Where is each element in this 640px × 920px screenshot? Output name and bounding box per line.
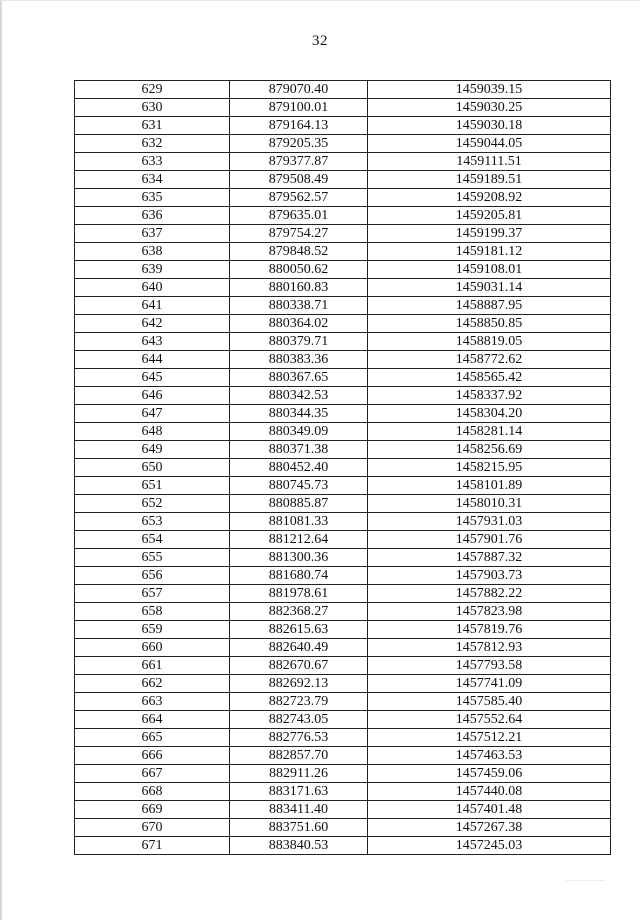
table-row	[75, 549, 611, 567]
table-row	[75, 297, 611, 315]
y-coordinate-cell: 1459030.18	[368, 117, 611, 135]
y-coordinate-cell: 1457267.38	[368, 819, 611, 837]
table-row	[75, 513, 611, 531]
x-coordinate-cell: 880452.40	[230, 459, 368, 477]
x-coordinate-cell: 883171.63	[230, 783, 368, 801]
x-coordinate-cell: 880367.65	[230, 369, 368, 387]
x-coordinate-cell: 883411.40	[230, 801, 368, 819]
point-number-cell: 645	[75, 369, 230, 387]
point-number-cell: 647	[75, 405, 230, 423]
x-coordinate-cell: 879070.40	[230, 81, 368, 99]
page-number: 32	[312, 33, 328, 49]
x-coordinate-cell: 881680.74	[230, 567, 368, 585]
point-number-cell: 653	[75, 513, 230, 531]
x-coordinate-cell: 879100.01	[230, 99, 368, 117]
table-row	[75, 765, 611, 783]
point-number-cell: 643	[75, 333, 230, 351]
y-coordinate-cell: 1457819.76	[368, 621, 611, 639]
y-coordinate-cell: 1457812.93	[368, 639, 611, 657]
y-coordinate-cell: 1457887.32	[368, 549, 611, 567]
x-coordinate-cell: 882670.67	[230, 657, 368, 675]
table-row	[75, 423, 611, 441]
point-number-cell: 638	[75, 243, 230, 261]
point-number-cell: 664	[75, 711, 230, 729]
table-row	[75, 279, 611, 297]
y-coordinate-cell: 1457901.76	[368, 531, 611, 549]
y-coordinate-cell: 1458304.20	[368, 405, 611, 423]
x-coordinate-cell: 882692.13	[230, 675, 368, 693]
point-number-cell: 637	[75, 225, 230, 243]
x-coordinate-cell: 881978.61	[230, 585, 368, 603]
x-coordinate-cell: 880349.09	[230, 423, 368, 441]
table-row	[75, 333, 611, 351]
point-number-cell: 662	[75, 675, 230, 693]
y-coordinate-cell: 1459044.05	[368, 135, 611, 153]
table-row	[75, 117, 611, 135]
y-coordinate-cell: 1458772.62	[368, 351, 611, 369]
table-row	[75, 531, 611, 549]
table-row	[75, 207, 611, 225]
point-number-cell: 654	[75, 531, 230, 549]
y-coordinate-cell: 1458010.31	[368, 495, 611, 513]
table-row	[75, 567, 611, 585]
y-coordinate-cell: 1459199.37	[368, 225, 611, 243]
y-coordinate-cell: 1457401.48	[368, 801, 611, 819]
y-coordinate-cell: 1457512.21	[368, 729, 611, 747]
y-coordinate-cell: 1459205.81	[368, 207, 611, 225]
y-coordinate-cell: 1457459.06	[368, 765, 611, 783]
x-coordinate-cell: 882911.26	[230, 765, 368, 783]
table-row	[75, 135, 611, 153]
x-coordinate-cell: 882640.49	[230, 639, 368, 657]
y-coordinate-cell: 1457903.73	[368, 567, 611, 585]
x-coordinate-cell: 880344.35	[230, 405, 368, 423]
y-coordinate-cell: 1458256.69	[368, 441, 611, 459]
y-coordinate-cell: 1457245.03	[368, 837, 611, 855]
point-number-cell: 642	[75, 315, 230, 333]
point-number-cell: 667	[75, 765, 230, 783]
x-coordinate-cell: 879848.52	[230, 243, 368, 261]
point-number-cell: 669	[75, 801, 230, 819]
y-coordinate-cell: 1457793.58	[368, 657, 611, 675]
y-coordinate-cell: 1457440.08	[368, 783, 611, 801]
scan-artifact	[565, 880, 605, 881]
table-row	[75, 459, 611, 477]
x-coordinate-cell: 882615.63	[230, 621, 368, 639]
y-coordinate-cell: 1457931.03	[368, 513, 611, 531]
point-number-cell: 639	[75, 261, 230, 279]
y-coordinate-cell: 1459208.92	[368, 189, 611, 207]
point-number-cell: 666	[75, 747, 230, 765]
x-coordinate-cell: 880371.38	[230, 441, 368, 459]
table-row	[75, 81, 611, 99]
page-top-edge	[0, 0, 640, 1]
table-row	[75, 369, 611, 387]
table-row	[75, 315, 611, 333]
coordinates-table-body	[75, 81, 611, 855]
x-coordinate-cell: 882857.70	[230, 747, 368, 765]
page-edge	[0, 0, 2, 920]
point-number-cell: 652	[75, 495, 230, 513]
x-coordinate-cell: 880379.71	[230, 333, 368, 351]
y-coordinate-cell: 1458215.95	[368, 459, 611, 477]
point-number-cell: 657	[75, 585, 230, 603]
x-coordinate-cell: 880364.02	[230, 315, 368, 333]
table-row	[75, 603, 611, 621]
x-coordinate-cell: 879635.01	[230, 207, 368, 225]
x-coordinate-cell: 880885.87	[230, 495, 368, 513]
table-row	[75, 441, 611, 459]
table-row	[75, 225, 611, 243]
coordinates-table	[74, 80, 611, 855]
x-coordinate-cell: 881300.36	[230, 549, 368, 567]
x-coordinate-cell: 879205.35	[230, 135, 368, 153]
x-coordinate-cell: 882723.79	[230, 693, 368, 711]
point-number-cell: 633	[75, 153, 230, 171]
y-coordinate-cell: 1459108.01	[368, 261, 611, 279]
y-coordinate-cell: 1457585.40	[368, 693, 611, 711]
point-number-cell: 629	[75, 81, 230, 99]
y-coordinate-cell: 1458337.92	[368, 387, 611, 405]
y-coordinate-cell: 1457882.22	[368, 585, 611, 603]
table-row	[75, 837, 611, 855]
point-number-cell: 646	[75, 387, 230, 405]
point-number-cell: 630	[75, 99, 230, 117]
y-coordinate-cell: 1459031.14	[368, 279, 611, 297]
table-row	[75, 261, 611, 279]
x-coordinate-cell: 880338.71	[230, 297, 368, 315]
table-row	[75, 657, 611, 675]
y-coordinate-cell: 1459039.15	[368, 81, 611, 99]
point-number-cell: 640	[75, 279, 230, 297]
point-number-cell: 668	[75, 783, 230, 801]
point-number-cell: 649	[75, 441, 230, 459]
table-row	[75, 171, 611, 189]
x-coordinate-cell: 882368.27	[230, 603, 368, 621]
point-number-cell: 671	[75, 837, 230, 855]
y-coordinate-cell: 1459189.51	[368, 171, 611, 189]
table-row	[75, 99, 611, 117]
point-number-cell: 670	[75, 819, 230, 837]
table-row	[75, 153, 611, 171]
y-coordinate-cell: 1458101.89	[368, 477, 611, 495]
table-row	[75, 243, 611, 261]
y-coordinate-cell: 1458565.42	[368, 369, 611, 387]
point-number-cell: 658	[75, 603, 230, 621]
y-coordinate-cell: 1457741.09	[368, 675, 611, 693]
x-coordinate-cell: 881081.33	[230, 513, 368, 531]
y-coordinate-cell: 1458281.14	[368, 423, 611, 441]
point-number-cell: 650	[75, 459, 230, 477]
x-coordinate-cell: 880160.83	[230, 279, 368, 297]
x-coordinate-cell: 881212.64	[230, 531, 368, 549]
point-number-cell: 635	[75, 189, 230, 207]
x-coordinate-cell: 879754.27	[230, 225, 368, 243]
y-coordinate-cell: 1457552.64	[368, 711, 611, 729]
y-coordinate-cell: 1458819.05	[368, 333, 611, 351]
table-row	[75, 639, 611, 657]
point-number-cell: 660	[75, 639, 230, 657]
table-row	[75, 783, 611, 801]
point-number-cell: 661	[75, 657, 230, 675]
x-coordinate-cell: 879164.13	[230, 117, 368, 135]
point-number-cell: 644	[75, 351, 230, 369]
y-coordinate-cell: 1457823.98	[368, 603, 611, 621]
table-row	[75, 729, 611, 747]
y-coordinate-cell: 1459030.25	[368, 99, 611, 117]
y-coordinate-cell: 1457463.53	[368, 747, 611, 765]
y-coordinate-cell: 1459181.12	[368, 243, 611, 261]
x-coordinate-cell: 880383.36	[230, 351, 368, 369]
x-coordinate-cell: 882743.05	[230, 711, 368, 729]
x-coordinate-cell: 879377.87	[230, 153, 368, 171]
table-row	[75, 495, 611, 513]
point-number-cell: 636	[75, 207, 230, 225]
point-number-cell: 634	[75, 171, 230, 189]
point-number-cell: 656	[75, 567, 230, 585]
x-coordinate-cell: 880342.53	[230, 387, 368, 405]
table-row	[75, 189, 611, 207]
coordinates-table-container	[74, 80, 610, 855]
point-number-cell: 663	[75, 693, 230, 711]
point-number-cell: 665	[75, 729, 230, 747]
point-number-cell: 648	[75, 423, 230, 441]
table-row	[75, 747, 611, 765]
table-row	[75, 819, 611, 837]
table-row	[75, 693, 611, 711]
x-coordinate-cell: 880050.62	[230, 261, 368, 279]
table-row	[75, 387, 611, 405]
x-coordinate-cell: 880745.73	[230, 477, 368, 495]
point-number-cell: 631	[75, 117, 230, 135]
point-number-cell: 641	[75, 297, 230, 315]
point-number-cell: 659	[75, 621, 230, 639]
x-coordinate-cell: 879508.49	[230, 171, 368, 189]
table-row	[75, 711, 611, 729]
table-row	[75, 801, 611, 819]
y-coordinate-cell: 1459111.51	[368, 153, 611, 171]
table-row	[75, 351, 611, 369]
table-row	[75, 675, 611, 693]
table-row	[75, 477, 611, 495]
point-number-cell: 632	[75, 135, 230, 153]
x-coordinate-cell: 879562.57	[230, 189, 368, 207]
point-number-cell: 655	[75, 549, 230, 567]
x-coordinate-cell: 882776.53	[230, 729, 368, 747]
y-coordinate-cell: 1458850.85	[368, 315, 611, 333]
x-coordinate-cell: 883840.53	[230, 837, 368, 855]
table-row	[75, 405, 611, 423]
table-row	[75, 621, 611, 639]
y-coordinate-cell: 1458887.95	[368, 297, 611, 315]
point-number-cell: 651	[75, 477, 230, 495]
x-coordinate-cell: 883751.60	[230, 819, 368, 837]
table-row	[75, 585, 611, 603]
